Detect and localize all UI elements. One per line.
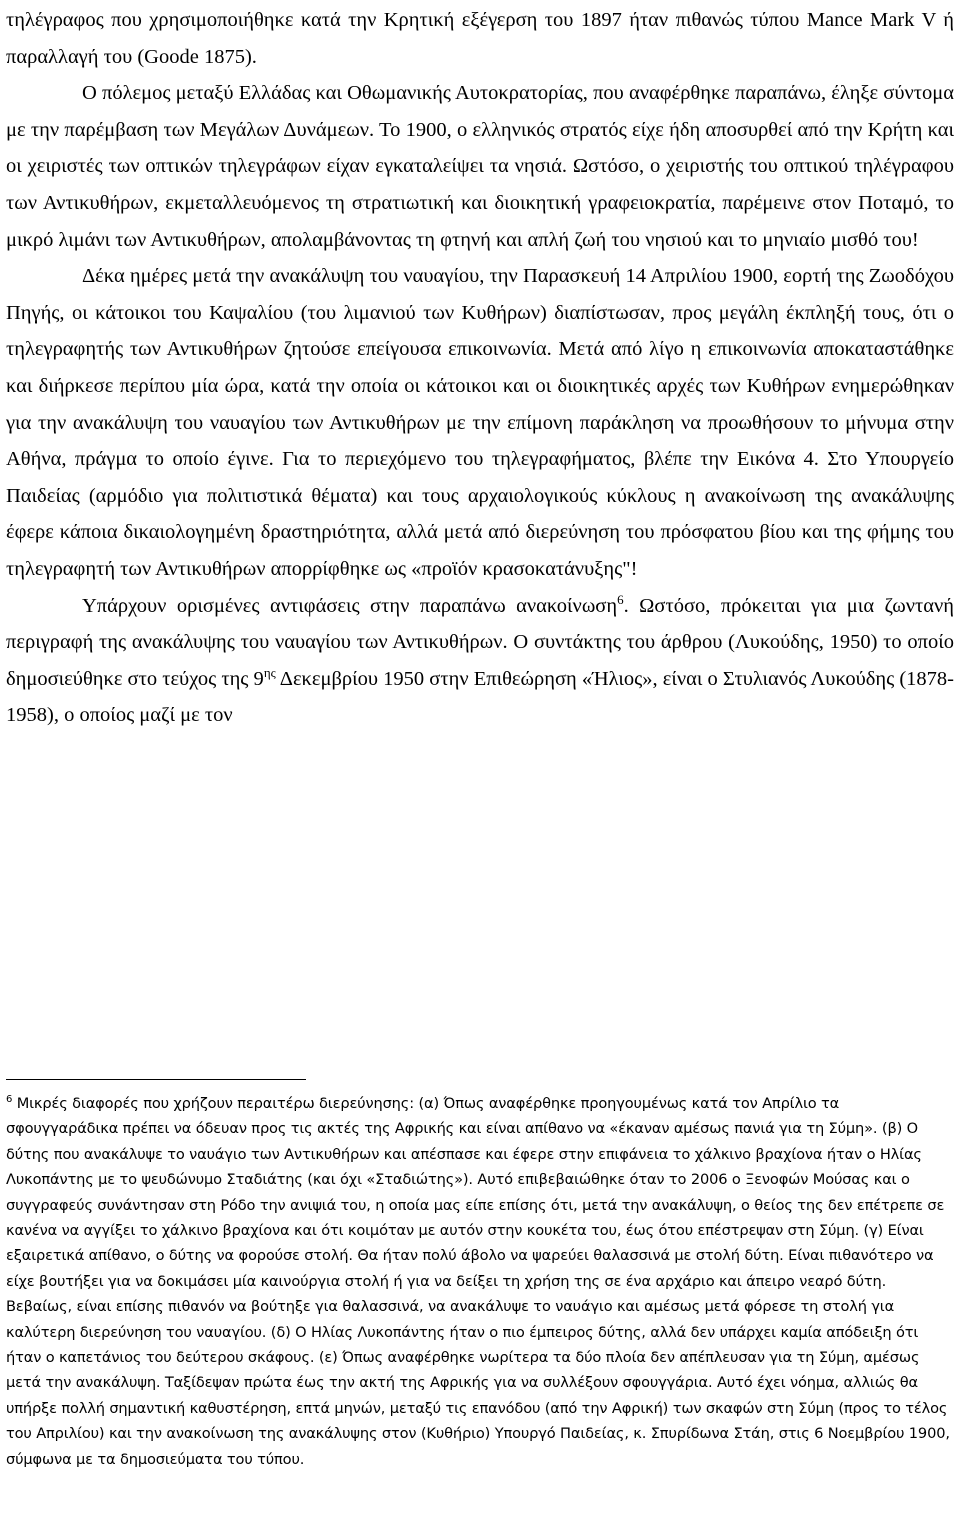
paragraph-4-part-2: . Ωστόσο, πρόκειται για μια ζωντανή περιγραφή της ανακάλυψης του ναυαγίου των Αντικυθήρων. Ο συντάκτης του άρθρου (Λυκούδης, 1950) το οποίο δημοσιεύθηκε στο τεύχος της 9 bbox=[6, 594, 954, 690]
footnote-text: Μικρές διαφορές που χρήζουν περαιτέρω διερεύνησης: (α) Όπως αναφέρθηκε προηγουμένως κατά τον Απρίλιο τα σφουγγαράδικα πρέπει να όδευαν προς τις ακτές της Αφρικής και είναι απίθανο να «έκαναν αμέσως πανιά για τη Σύμη». (β) Ο δύτης που ανακάλυψε το ναυάγιο των Αντικυθήρων και απέσπασε και έφερε στην επιφάνεια το χάλκινο βραχίονα ήταν ο Ηλίας Λυκοπάντης με το ψευδώνυμο Σταδιάτης (και όχι «Σταδιώτης»). Αυτό επιβεβαιώθηκε όταν το 2006 ο Ξενοφών Μούσας και ο συγγραφεύς συνάντησαν στη Ρόδο την ανιψιά του, η οποία μας είπε επίσης ότι, μετά την ανακάλυψη, ο θείος της δεν επέτρεπε σε κανένα να αγγίξει το χάλκινο βραχίονα και ότι κοιμόταν με αυτόν στην κουκέτα του, έως ότου επέστρεψαν στη Σύμη. (γ) Είναι εξαιρετικά απίθανο, ο δύτης να φορούσε στολή. Θα ήταν πολύ άβολο να ψαρεύει θαλασσινά με στολή δύτη. Είναι πιθανότερο να είχε βουτήξει για να δοκιμάσει μία καινούργια στολή ή για να δείξει τη χρήση της σε ένα αρχάριο και άπειρο νεαρό δύτη. Βεβαίως, είναι επίσης πιθανόν να βούτηξε για θαλασσινά, να ανακάλυψε το ναυάγιο και αμέσως μετά φόρεσε τη στολή για καλύτερη διερεύνηση του ναυαγίου. (δ) Ο Ηλίας Λυκοπάντης ήταν ο πιο έμπειρος δύτης, αλλά δεν υπάρχει καμία απόδειξη ότι ήταν ο καπετάνιος του δεύτερου σκάφους. (ε) Όπως αναφέρθηκε νωρίτερα τα δύο πλοία δεν απέπλευσαν για τη Σύμη, αμέσως μετά την ανακάλυψη. Ταξίδεψαν πρώτα έως την ακτή της Αφρικής για να συλλέξουν σφουγγάρια. Αυτό έχει νόημα, αλλιώς θα υπήρξε πολλή σημαντική καθυστέρηση, επτά μηνών, μεταξύ τις επανόδου (από την Αφρική) των σκαφών στη Σύμη (προς το τέλος του Απριλίου) και την ανακοίνωση της ανακάλυψης στον (Κυθήριο) Υπουργό Παιδείας, κ. Σπυρίδωνα Στάη, στις 6 Νοεμβρίου 1900, σύμφωνα με τα δημοσιεύματα του τύπου. bbox=[6, 1095, 950, 1468]
footnote bbox=[6, 1091, 950, 1472]
footnote-separator bbox=[6, 1079, 306, 1080]
paragraph-2: Ο πόλεμος μεταξύ Ελλάδας και Οθωμανικής Αυτοκρατορίας, που αναφέρθηκε παραπάνω, έληξε σύντομα με την παρέμβαση των Μεγάλων Δυνάμεων. Το 1900, ο ελληνικός στρατός είχε ήδη αποσυρθεί από την Κρήτη και οι χειριστές των οπτικών τηλεγράφων είχαν εγκαταλείψει τα νησιά. Ωστόσο, ο χειριστής του οπτικού τηλέγραφου των Αντικυθήρων, εκμεταλλευόμενος τη στρατιωτική και διοικητική γραφειοκρατία, παρέμεινε στον Ποταμό, το μικρό λιμάνι των Αντικυθήρων, απολαμβάνοντας τη φτηνή και απλή ζωή του νησιού και το μηνιαίο μισθό του! bbox=[6, 82, 954, 251]
footnote-number: 6 bbox=[6, 1094, 13, 1106]
paragraph-4-part-3: Δεκεμβρίου 1950 στην Επιθεώρηση «Ήλιος», είναι ο Στυλιανός Λυκούδης (1878-1958), ο οποίος μαζί με τον bbox=[6, 667, 954, 727]
paragraph-4 bbox=[6, 588, 954, 734]
paragraph-3: Δέκα ημέρες μετά την ανακάλυψη του ναυαγίου, την Παρασκευή 14 Απριλίου 1900, εορτή της Ζωοδόχου Πηγής, οι κάτοικοι του Καψαλίου (του λιμανιού των Κυθήρων) διαπίστωσαν, προς μεγάλη έκπληξή τους, ότι ο τηλεγραφητής των Αντικυθήρων ζητούσε επείγουσα επικοινωνία. Μετά από λίγο η επικοινωνία αποκαταστάθηκε και διήρκεσε περίπου μία ώρα, κατά την οποία οι κάτοικοι και οι διοικητικές αρχές των Κυθήρων ενημερώθηκαν για την ανακάλυψη του ναυαγίου των Αντικυθήρων με την επίμονη παράκληση να προωθήσουν το μήνυμα στην Αθήνα, πράγμα το οποίο έγινε. Για το περιεχόμενο του τηλεγραφήματος, βλέπε την Εικόνα 4. Στο Υπουργείο Παιδείας (αρμόδιο για πολιτιστικά θέματα) και τους αρχαιολογικούς κύκλους η ανακοίνωση της ανακάλυψης έφερε κάποια δικαιολογημένη δραστηριότητα, αλλά μετά από διερεύνηση του πρόσφατου βίου και της φήμης του τηλεγραφητή των Αντικυθήρων απορρίφθηκε ως «προϊόν κρασοκατάνυξης"! bbox=[6, 265, 954, 580]
paragraph-1: τηλέγραφος που χρησιμοποιήθηκε κατά την Κρητική εξέγερση του 1897 ήταν πιθανώς τύπου Mance Mark V ή παραλλαγή του (Goode 1875). bbox=[6, 9, 954, 68]
body-text bbox=[6, 2, 954, 734]
ordinal-superscript: ης bbox=[263, 664, 276, 680]
footnote-reference[interactable]: 6 bbox=[617, 591, 624, 607]
document-page bbox=[6, 0, 954, 734]
paragraph-4-part-1: Υπάρχουν ορισμένες αντιφάσεις στην παραπάνω ανακοίνωση bbox=[82, 594, 618, 617]
